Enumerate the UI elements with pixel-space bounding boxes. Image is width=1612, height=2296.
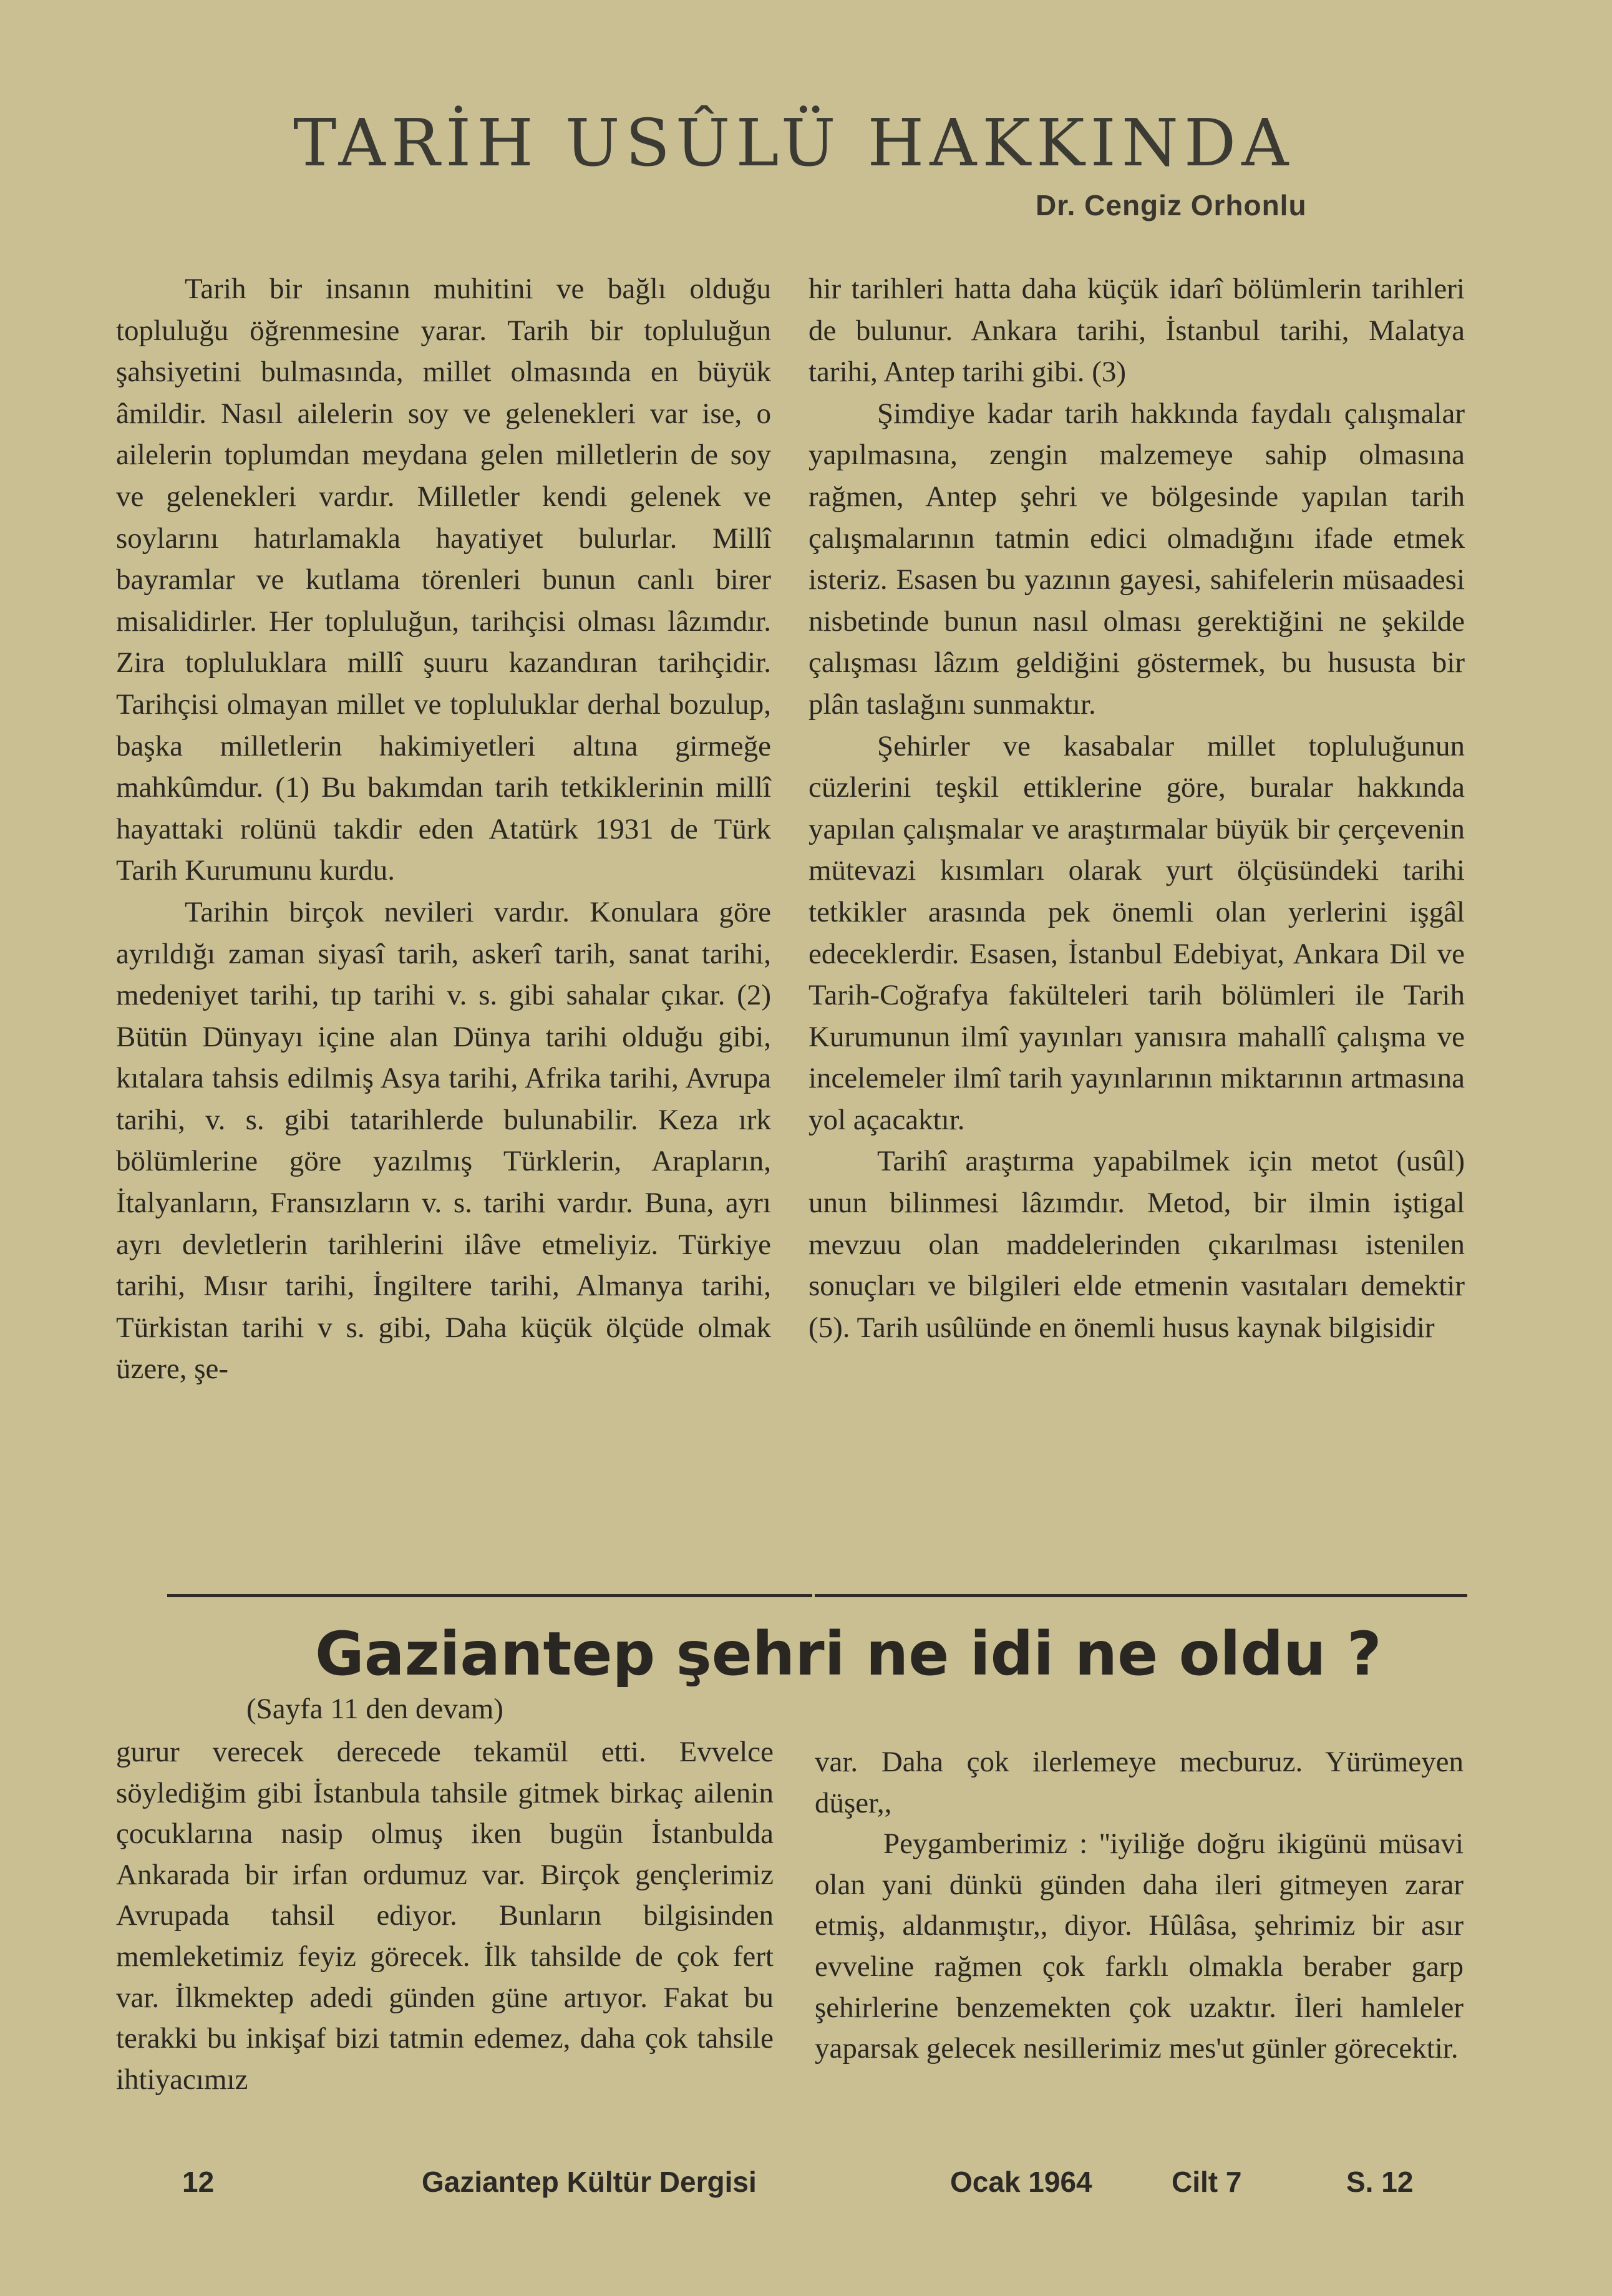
article-author: Dr. Cengiz Orhonlu [1036,189,1307,221]
section-divider [167,1594,812,1597]
second-article-right-column [815,1742,1464,2070]
magazine-name: Gaziantep Kültür Dergisi [422,2166,757,2198]
issue-number: S. 12 [1346,2166,1414,2198]
continuation-note: (Sayfa 11 den devam) [246,1693,503,1725]
volume-number: Cilt 7 [1172,2166,1242,2198]
article-paragraph: gurur verecek derecede tekamül etti. Evvelce söylediğim gibi İstanbula tahsile gitmek birkaç ailenin çocuklarına nasip olmuş iken bugün İstanbulda Ankarada bir irfan ordumuz var. Birçok gençlerimiz Avrupada tahsil ediyor. Bunların bilgisinden memleketimiz feyiz görecek. İlk tahsilde de çok fert var. İlkmektep adedi günden güne artıyor. Fakat bu terakki bu inkişaf bizi tatmin edemez, daha çok tahsile ihtiyacımız [116,1736,774,2096]
article-paragraph: Şehirler ve kasabalar millet topluluğunun cüzlerini teşkil ettiklerine göre, buralar hakkında yapılan çalışmalar ve araştırmalar büyük bir çerçevenin mütevazi kısımları olarak yurt ölçüsündeki tarihi tetkikler arasında pek önemli olan yerlerini işgâl edeceklerdir. Esasen, İstanbul Edebiyat, Ankara Dil ve Tarih-Coğrafya fakülteleri tarih bölümleri ile Tarih Kurumunun ilmî yayınları yanısıra mahallî çalışma ve incelemeler ilmî tarih yayınlarının miktarının artmasına yol açacaktır. [808,729,1465,1136]
article-left-column [116,268,771,1390]
article-paragraph: Şimdiye kadar tarih hakkında faydalı çalışmalar yapılmasına, zengin malzemeye sahip olmasına rağmen, Antep şehri ve bölgesinde yapılan tarih çalışmalarının tatmin edici olmadığını ifade etmek isteriz. Esasen bu yazının gayesi, sahifelerin müsaadesi nisbetinde bunun nasıl olması gerektiğini ne şekilde çalışması lâzım geldiğini göstermek, bu hususta bir plân taslağını sunmaktır. [808,397,1465,721]
article-paragraph: var. Daha çok ilerlemeye mecburuz. Yürümeyen düşer,, [815,1746,1464,1819]
section-divider [815,1594,1467,1597]
article-paragraph: Tarihin birçok nevileri vardır. Konulara göre ayrıldığı zaman siyasî tarih, askerî tarih, sanat tarihi, medeniyet tarihi, tıp tarihi v. s. gibi sahalar çıkar. (2) Bütün Dünyayı içine alan Dünya tarihi olduğu gibi, kıtalara tahsis edilmiş Asya tarihi, Afrika tarihi, Avrupa tarihi, v. s. gibi tatarihlerde bulunabilir. Keza ırk bölümlerine göre yazılmış Türklerin, Arapların, İtalyanların, Fransızların v. s. tarihi vardır. Buna, ayrı ayrı devletlerin tarihlerini ilâve etmeliyiz. Türkiye tarihi, Mısır tarihi, İngiltere tarihi, Almanya tarihi, Türkistan tarihi v s. gibi, Daha küçük ölçüde olmak üzere, şe- [116,895,771,1386]
article-paragraph: hir tarihleri hatta daha küçük idarî bölümlerin tarihleri de bulunur. Ankara tarihi, İstanbul tarihi, Malatya tarihi, Antep tarihi gibi. (3) [808,273,1465,389]
second-article-title: Gaziantep şehri ne idi ne oldu ? [315,1619,1382,1689]
article-right-column [808,268,1465,1348]
article-paragraph: Tarihî araştırma yapabilmek için metot (usûl) unun bilinmesi lâzımdır. Metod, bir ilmin iştigal mevzuu olan maddelerinden çıkarılması istenilen sonuçları ve bilgileri elde etmenin vasıtaları demektir (5). Tarih usûlünde en önemli husus kaynak bilgisidir [808,1145,1465,1344]
issue-date: Ocak 1964 [950,2166,1092,2198]
second-article-left-column [116,1732,774,2100]
article-title: TARİH USÛLÜ HAKKINDA [293,105,1294,181]
article-paragraph: Peygamberimiz : ''iyiliğe doğru ikigünü müsavi olan yani dünkü günden daha ileri gitmeyen zarar etmiş, aldanmıştır,, diyor. Hûlâsa, şehrimiz bir asır evveline rağmen çok farklı olmakla beraber garp şehirlerine benzemekten çok uzaktır. İleri hamleler yaparsak gelecek nesillerimiz mes'ut günler görecektir. [815,1827,1464,2065]
page-number: 12 [182,2166,215,2198]
article-paragraph: Tarih bir insanın muhitini ve bağlı olduğu topluluğu öğrenmesine yarar. Tarih bir topluluğun şahsiyetini bulmasında, millet olmasında en büyük âmildir. Nasıl ailelerin soy ve gelenekleri var ise, o ailelerin toplumdan meydana gelen milletlerin de soy ve gelenekleri vardır. Milletler kendi gelenek ve soylarını hatırlamakla hayatiyet bulurlar. Millî bayramlar ve kutlama törenleri bunun canlı birer misalidirler. Her topluluğun, tarihçisi olması lâzımdır. Zira topluluklara millî şuuru kazandıran tarihçidir. Tarihçisi olmayan millet ve topluluklar derhal bozulup, başka milletlerin hakimiyetleri altına girmeğe mahkûmdur. (1) Bu bakımdan tarih tetkiklerinin millî hayattaki rolünü takdir eden Atatürk 1931 de Türk Tarih Kurumunu kurdu. [116,273,771,887]
